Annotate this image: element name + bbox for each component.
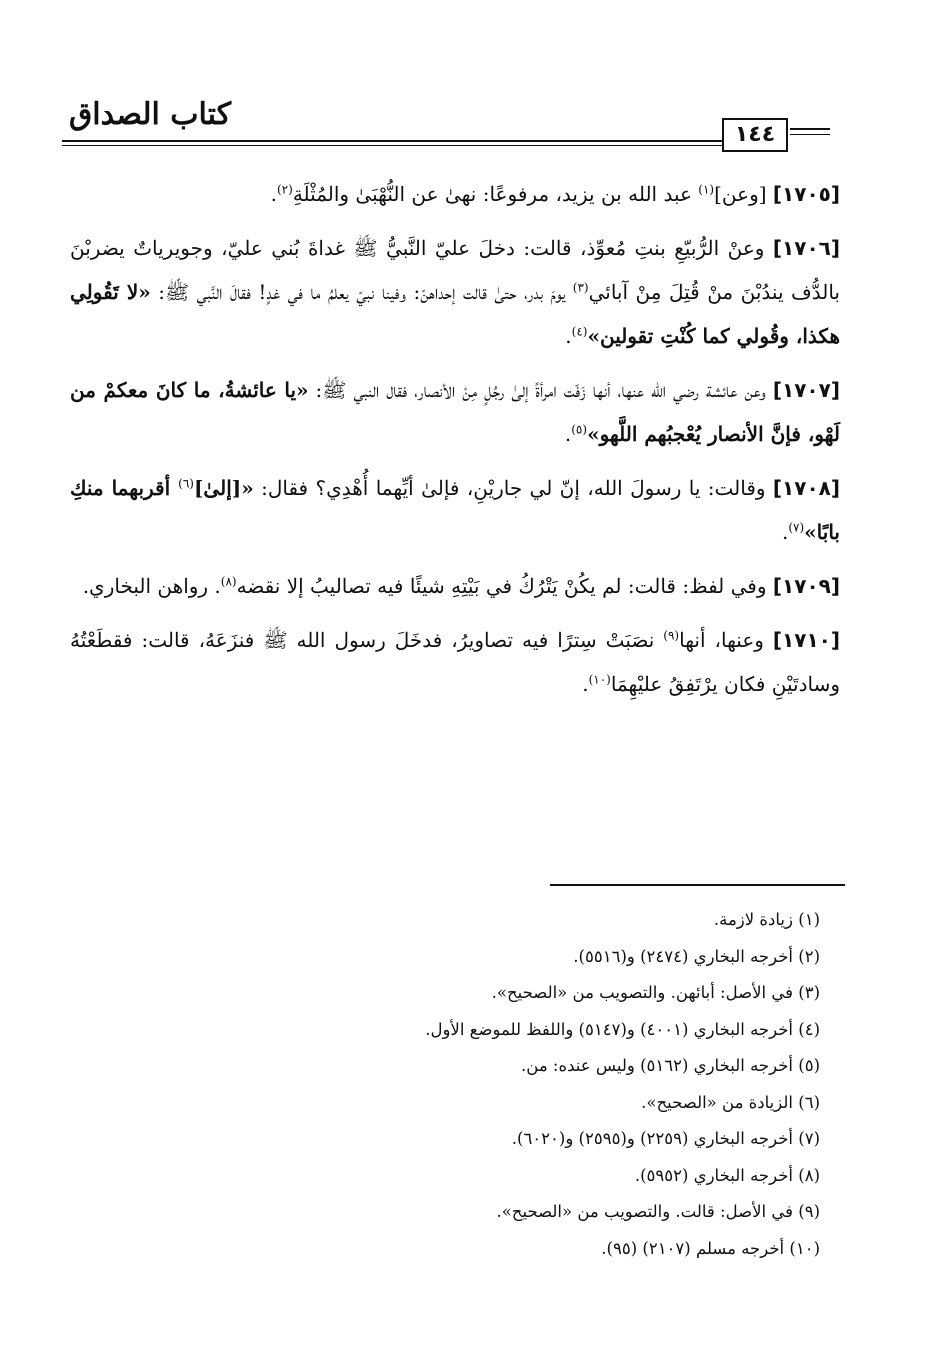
hadith-1708 (70, 466, 840, 554)
footnote-separator (550, 884, 845, 886)
footnote-ref: (١٠) (588, 672, 611, 687)
text: . (564, 422, 572, 446)
footnote-ref: (٣) (572, 280, 589, 295)
footnote-ref: (٦) (178, 476, 194, 491)
text: وعنْ الرُّبيّعِ بنتِ مُعوِّذ، قالت: دخلَ عليّ النَّبيُّ ﷺ غداةَ بُني عليّ، وجويرياتٌ يضربْنَ بالدُّف يندُبْنَ منْ قُتِلَ مِنْ آبائي (70, 236, 840, 304)
header-rule-right-thin (790, 134, 830, 135)
prophet-quote: «[إلىٰ] (193, 476, 254, 500)
hadith-1709 (70, 564, 840, 608)
footnote: (٩) في الأصل: قالت. والتصويب من «الصحيح». (496, 1202, 820, 1221)
footnote: (١٠) أخرجه مسلم (٢١٠٧) (٩٥). (601, 1238, 820, 1258)
footnote-ref: (٨) (220, 574, 237, 589)
footnote-ref: (٢) (276, 182, 293, 197)
prophet-quote: «لا تَقُولِي هكذا، وقُولي كما كُنْتِ تقولين» (70, 280, 840, 348)
text: . (781, 520, 789, 544)
text: وفي لفظ: قالت: لم يكُنْ يَتْرُكُ في بَيْتِهِ شيئًا فيه تصاليبُ إلا نقضه (236, 574, 773, 598)
hadith-1705 (70, 172, 840, 216)
footnote: (٥) أخرجه البخاري (٥١٦٢) وليس عنده: من. (521, 1056, 820, 1075)
text: . (270, 182, 277, 206)
prophet-quote: أقربهما منكِ بابًا» (70, 476, 840, 544)
footnote-ref: (٧) (788, 520, 805, 535)
footnote-ref: (٤) (571, 324, 588, 339)
footnote: (٣) في الأصل: أبائهن. والتصويب من «الصحيح». (491, 983, 820, 1002)
hadith-number: [١٧٠٦] (772, 236, 840, 260)
running-head-title: كتاب الصداق (68, 97, 231, 132)
text: . رواهن البخاري. (82, 574, 221, 598)
text: نصَبَتْ سِترًا فيه تصاويرُ، فدخَلَ رسول الله ﷺ فنزَعَهُ، قالت: فقطَعْتُهُ وسادتَيْنِ فكان يرْتَفِقُ عليْهِمَا (70, 628, 840, 696)
text: عبد الله بن يزيد، مرفوعًا: نهىٰ عن النُّهْبَىٰ والمُثْلَةِ (292, 182, 699, 206)
footnotes (120, 902, 820, 1267)
text: . (565, 324, 572, 348)
footnote: (٦) الزيادة من «الصحيح». (641, 1092, 820, 1112)
hadith-1706 (70, 226, 840, 358)
footnote-ref: (٥) (571, 422, 588, 437)
hadith-1707 (70, 368, 840, 456)
text: وقالت: يا رسولَ الله، إنّ لي جاريْنِ، فإلىٰ أيِّهما أُهْدِي؟ فقال: (253, 476, 773, 500)
text: وعنها، أنها (679, 628, 773, 652)
footnote: (٧) أخرجه البخاري (٢٢٥٩) و(٢٥٩٥) و(٦٠٢٠). (511, 1129, 820, 1148)
text: وعن عائشة رضي الله عنها، أنها زَفّت امرأةً إلىٰ رجُلٍ مِنْ الأنصار، فقال النبي ﷺ: (308, 378, 773, 402)
footnote: (٨) أخرجه البخاري (٥٩٥٢). (634, 1165, 820, 1185)
main-text (70, 172, 840, 716)
hadith-1710 (70, 618, 840, 706)
hadith-number: [١٧٠٨] (772, 476, 840, 500)
hadith-number: [١٧٠٩] (772, 574, 840, 598)
footnote: (١) زيادة لازمة. (713, 910, 820, 929)
hadith-number: [١٧١٠] (772, 628, 841, 652)
header-rule (62, 140, 722, 142)
page-number: ١٤٤ (722, 118, 788, 152)
footnote-ref: (٩) (663, 628, 680, 643)
prophet-quote: «يا عائشةُ، ما كانَ معكمْ من لَهْو، فإنَّ الأنصار يُعْجبُهم اللَّهو» (70, 378, 840, 446)
text: [وعن] (714, 182, 773, 206)
hadith-number: [١٧٠٧] (772, 378, 840, 402)
footnote: (٢) أخرجه البخاري (٢٤٧٤) و(٥٥١٦). (573, 946, 820, 966)
header-rule-thin (62, 145, 722, 146)
text: يومَ بدر، حتىٰ قالت إحداهنّ: وفينا نبيّ يعلمُ ما في غدٍ! فقالَ النَّبي ﷺ: (150, 280, 573, 304)
footnote: (٤) أخرجه البخاري (٤٠٠١) و(٥١٤٧) واللفظ للموضع الأول. (425, 1019, 820, 1039)
hadith-number: [١٧٠٥] (772, 182, 840, 206)
footnote-ref: (١) (698, 182, 715, 197)
text: . (582, 672, 589, 696)
header-rule-right (790, 128, 830, 130)
